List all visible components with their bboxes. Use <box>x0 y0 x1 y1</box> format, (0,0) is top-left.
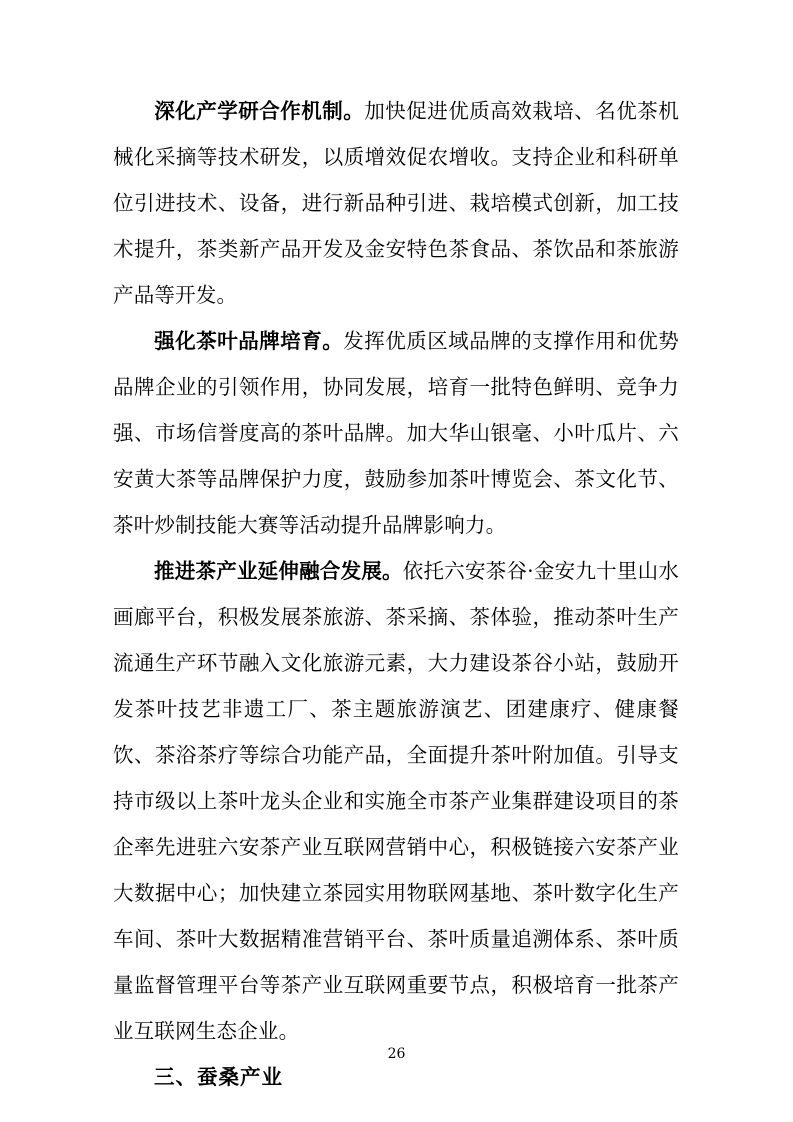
paragraph-3-body: 依托六安茶谷·金安九十里山水画廊平台，积极发展茶旅游、茶采摘、茶体验，推动茶叶生产流通生产环节融入文化旅游元素，大力建设茶谷小站，鼓励开发茶叶技艺非遗工厂、茶主题旅游演艺、团建康疗、健康餐饮、茶浴茶疗等综合功能产品，全面提升茶叶附加值。引导支持市级以上茶叶龙头企业和实施全市茶产业集群建设项目的茶企率先进驻六安茶产业互联网营销中心，积极链接六安茶产业大数据中心；加快建立茶园实用物联网基地、茶叶数字化生产车间、茶叶大数据精准营销平台、茶叶质量追溯体系、茶叶质量监督管理平台等茶产业互联网重要节点，积极培育一批茶产业互联网生态企业。 <box>113 559 679 1043</box>
paragraph-1 <box>113 88 679 318</box>
paragraph-3-lead: 推进茶产业延伸融合发展。 <box>154 559 403 583</box>
paragraph-1-lead: 深化产学研合作机制。 <box>154 99 365 123</box>
page-number: 26 <box>387 1046 406 1062</box>
document-body <box>113 88 679 1100</box>
paragraph-2-lead: 强化茶叶品牌培育。 <box>154 329 344 353</box>
paragraph-2-body: 发挥优质区域品牌的支撑作用和优势品牌企业的引领作用，协同发展，培育一批特色鲜明、竞争力强、市场信誉度高的茶叶品牌。加大华山银毫、小叶瓜片、六安黄大茶等品牌保护力度，鼓励参加茶叶博览会、茶文化节、茶叶炒制技能大赛等活动提升品牌影响力。 <box>113 329 679 537</box>
paragraph-2 <box>113 318 679 548</box>
section-heading-text: 三、蚕桑产业 <box>154 1065 283 1089</box>
paragraph-3 <box>113 548 679 1054</box>
paragraph-1-body: 加快促进优质高效栽培、名优茶机械化采摘等技术研发，以质增效促农增收。支持企业和科研单位引进技术、设备，进行新品种引进、栽培模式创新，加工技术提升，茶类新产品开发及金安特色茶食品、茶饮品和茶旅游产品等开发。 <box>113 99 680 307</box>
